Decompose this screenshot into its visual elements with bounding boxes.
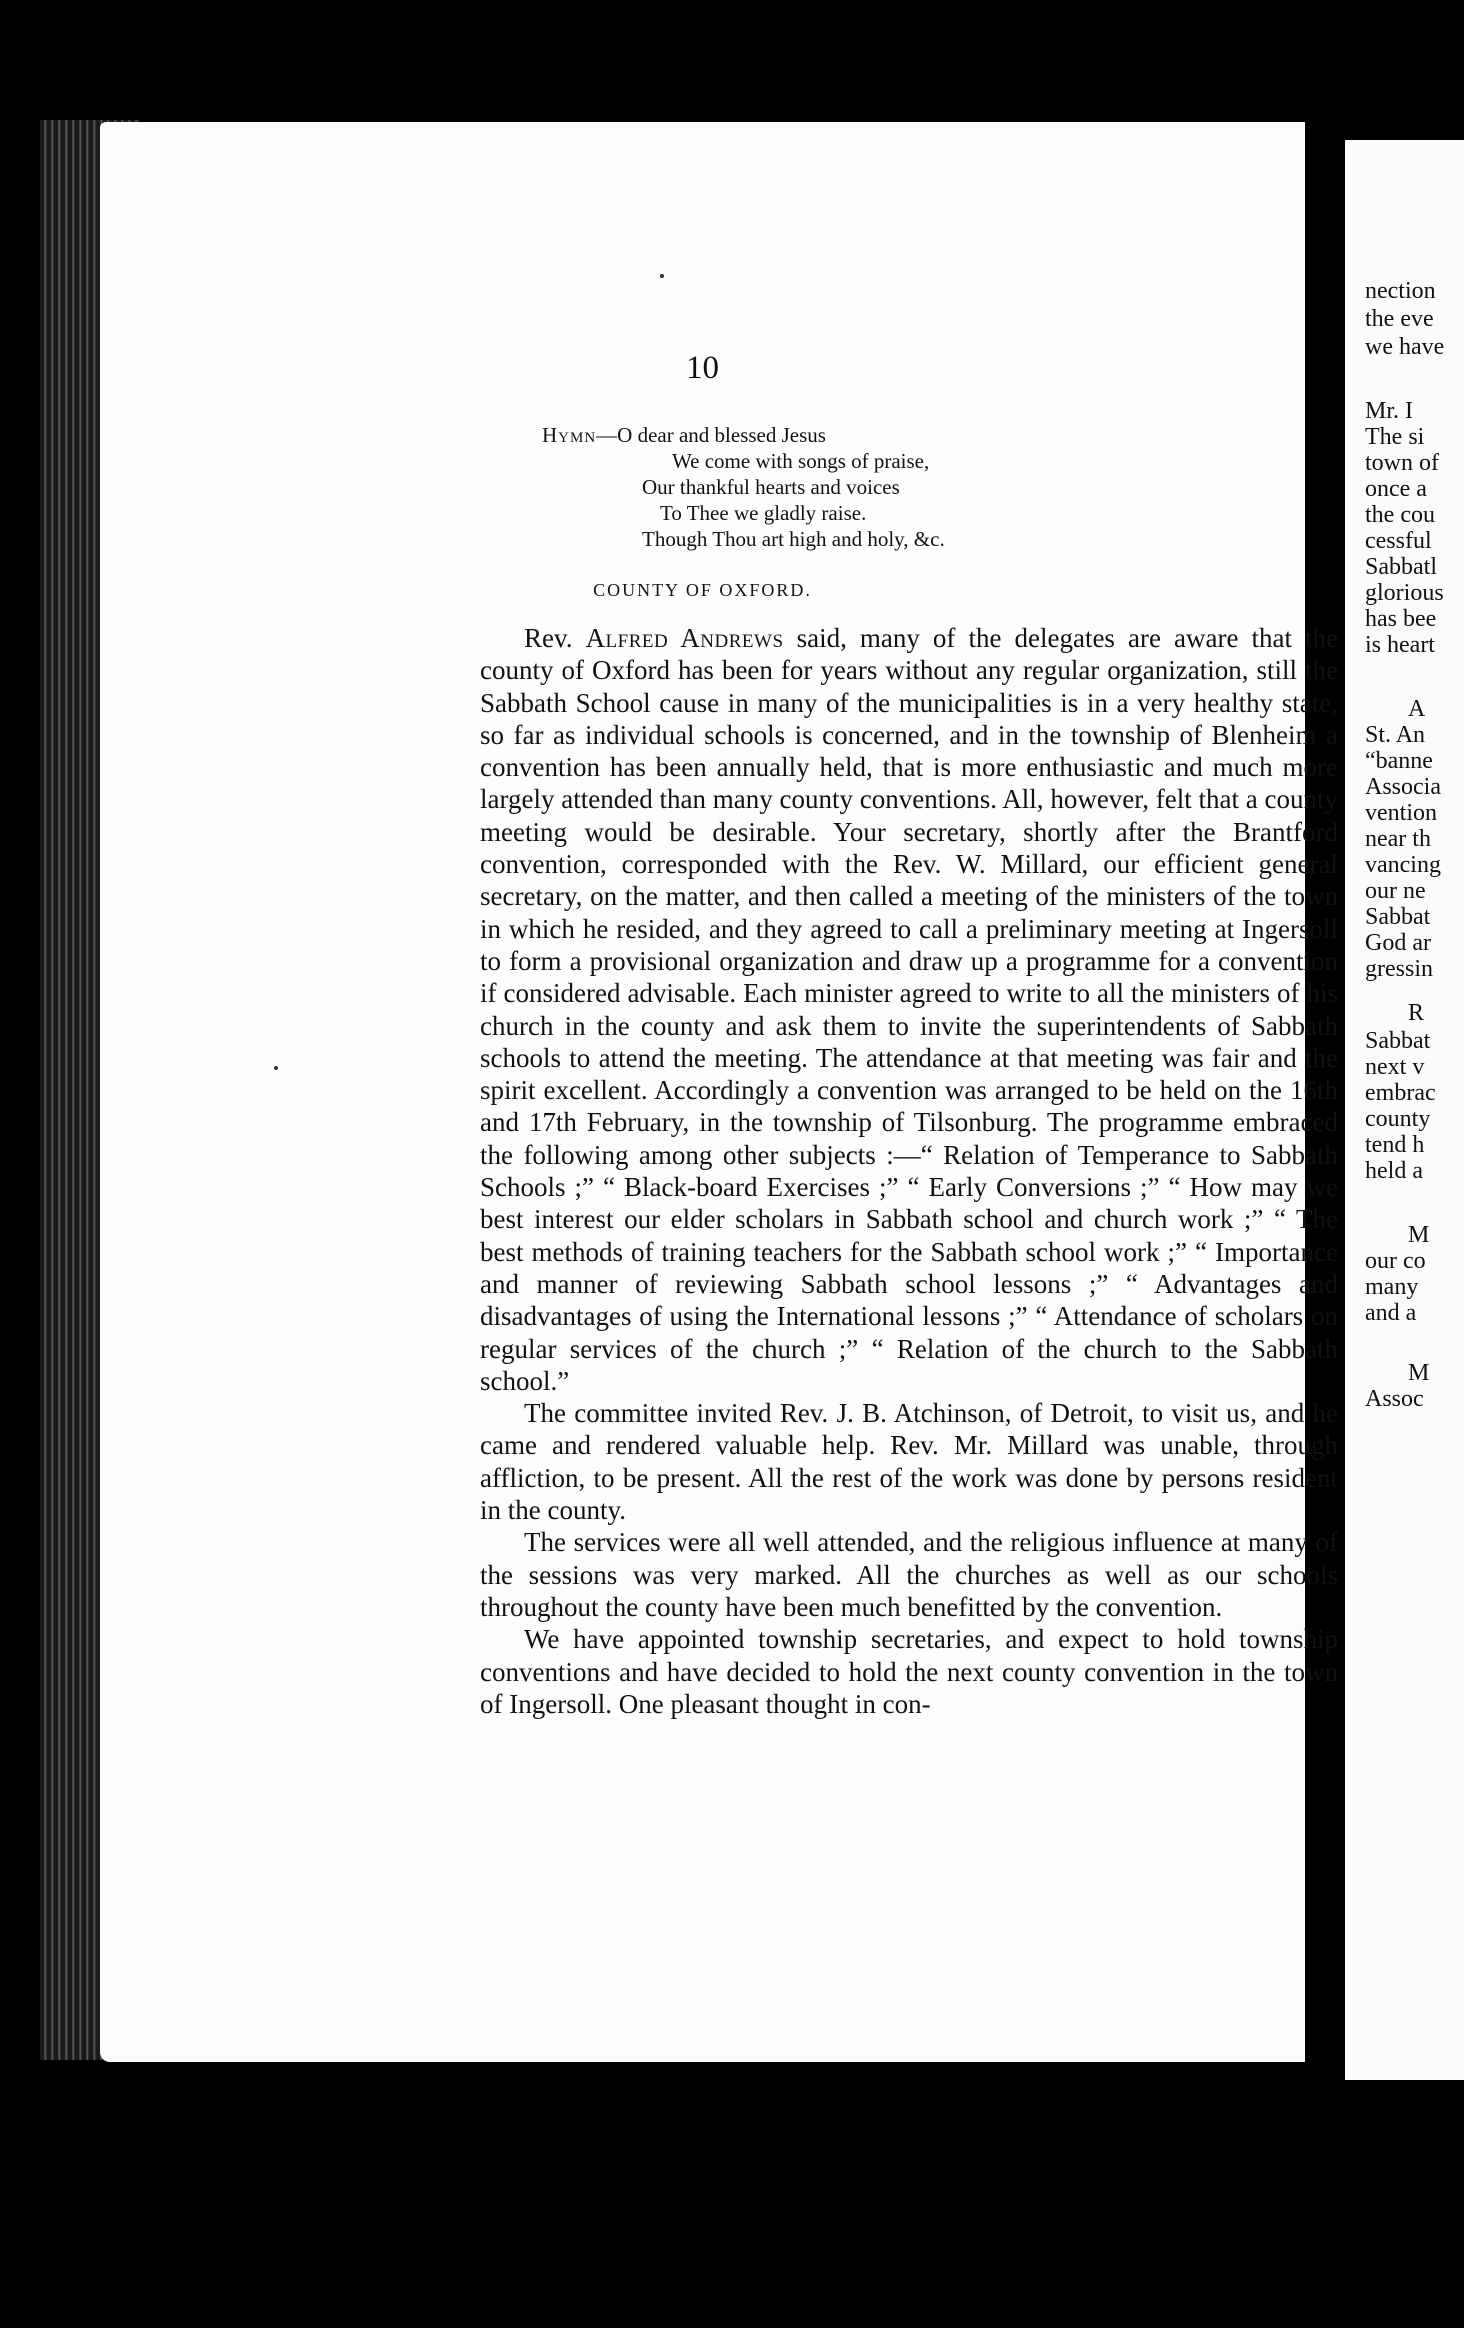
hymn-line-text: —O dear and blessed Jesus (596, 423, 826, 447)
facing-page-text-fragment: God ar (1365, 930, 1431, 956)
facing-page-text-fragment: county (1365, 1106, 1431, 1132)
hymn-block (542, 422, 945, 552)
facing-page-text-fragment: M (1408, 1360, 1430, 1386)
facing-page (1345, 140, 1464, 2080)
facing-page-text-fragment: Assoc (1365, 1386, 1424, 1412)
paragraph-text: said, many of the delegates are aware that the county of Oxford has been for years without any regular organization, still the Sabbath School cause in many of the municipalities is in a very healthy state, so far as individual schools is concerned, and in the township of Blenheim a convention has been annually held, that is more enthusiastic and much more largely attended than many county conventions. All, however, felt that a county meeting would be desirable. Your secretary, shortly after the Brantford convention, corresponded with the Rev. W. Millard, our efficient general secretary, on the matter, and then called a meeting of the ministers of the town in which he resided, and they agreed to call a preliminary meeting at Ingersoll to form a provisional organization and draw up a programme for a convention if considered advisable. Each minister agreed to write to all the ministers of his church in the county and ask them to invite the superintendents of Sabbath schools to attend the meeting. The attendance at that meeting was fair and the spirit excellent. Accordingly a convention was arranged to be held on the 16th and 17th February, in the township of Tilsonburg. The programme embraced the following among other subjects :—“ Relation of Temperance to Sabbath Schools ;” “ Black-board Exercises ;” “ Early Conversions ;” “ How may we best interest our elder scholars in Sabbath school and church work ;” “ The best methods of training teachers for the Sabbath school work ;” “ Importance and manner of reviewing Sabbath school lessons ;” “ Advantages and disadvantages of using the International lessons ;” “ Attendance of scholars on regular services of the church ;” “ Relation of the church to the Sabbath school.” (480, 623, 1339, 1396)
print-speck (660, 274, 664, 278)
facing-page-text-fragment: once a (1365, 476, 1427, 502)
facing-page-text-fragment: Sabbat (1365, 904, 1431, 930)
paragraph: We have appointed township secretaries, and expect to hold township conventions and have decided to hold the next county convention in the town of Ingersoll. One pleasant thought in con- (480, 1624, 1338, 1719)
hymn-line: Though Thou art high and holy, &c. (642, 527, 945, 551)
print-speck (274, 1066, 278, 1070)
facing-page-text-fragment: vancing (1365, 852, 1441, 878)
facing-page-text-fragment: Associa (1365, 774, 1441, 800)
facing-page-text-fragment: Sabbat (1365, 1028, 1431, 1054)
facing-page-text-fragment: R (1408, 1000, 1425, 1026)
facing-page-text-fragment: embrac (1365, 1080, 1436, 1106)
hymn-line (542, 422, 945, 448)
facing-page-text-fragment: A (1408, 696, 1426, 722)
body-text (480, 622, 1338, 1720)
facing-page-text-fragment: gressin (1365, 956, 1433, 982)
paragraph: The services were all well attended, and the religious influence at many of the sessions was very marked. All the churches as well as our schools throughout the county have been much benefitted by the convention. (480, 1527, 1338, 1622)
facing-page-text-fragment: the cou (1365, 502, 1435, 528)
facing-page-text-fragment: our ne (1365, 878, 1426, 904)
paragraph: The committee invited Rev. J. B. Atchinson, of Detroit, to visit us, and he came and rendered valuable help. Rev. Mr. Millard was unable, through affliction, to be present. All the rest of the work was done by persons resident in the county. (480, 1398, 1338, 1526)
facing-page-text-fragment: nection (1365, 278, 1436, 304)
facing-page-text-fragment: held a (1365, 1158, 1423, 1184)
paragraph (480, 622, 1338, 1397)
facing-page-text-fragment: tend h (1365, 1132, 1425, 1158)
speaker-title: Rev. (524, 623, 573, 653)
facing-page-text-fragment: and a (1365, 1300, 1417, 1326)
facing-page-text-fragment: M (1408, 1222, 1430, 1248)
facing-page-text-fragment: vention (1365, 800, 1437, 826)
facing-page-text-fragment: the eve (1365, 306, 1434, 332)
left-page (100, 122, 1339, 2062)
facing-page-text-fragment: next v (1365, 1054, 1425, 1080)
facing-page-text-fragment: town of (1365, 450, 1439, 476)
facing-page-text-fragment: Sabbatl (1365, 554, 1437, 580)
facing-page-text-fragment: St. An (1365, 722, 1426, 748)
facing-page-text-fragment: glorious (1365, 580, 1444, 606)
facing-page-text-fragment: near th (1365, 826, 1431, 852)
speaker-name: Alfred Andrews (585, 623, 784, 653)
hymn-line: To Thee we gladly raise. (660, 501, 867, 525)
facing-page-text-fragment: The si (1365, 424, 1425, 450)
hymn-label: Hymn (542, 423, 597, 447)
facing-page-text-fragment: has bee (1365, 606, 1437, 632)
facing-page-text-fragment: cessful (1365, 528, 1432, 554)
facing-page-text-fragment: Mr. I (1365, 398, 1413, 424)
facing-page-text-fragment: “banne (1365, 748, 1433, 774)
section-heading: COUNTY OF OXFORD. (593, 580, 812, 600)
facing-page-text-fragment: many (1365, 1274, 1419, 1300)
facing-page-text-fragment: we have (1365, 334, 1445, 360)
hymn-line: Our thankful hearts and voices (642, 475, 900, 499)
facing-page-text-fragment: our co (1365, 1248, 1426, 1274)
page-number: 10 (686, 350, 719, 386)
hymn-line: We come with songs of praise, (672, 449, 930, 473)
facing-page-text-fragment: is heart (1365, 632, 1435, 658)
